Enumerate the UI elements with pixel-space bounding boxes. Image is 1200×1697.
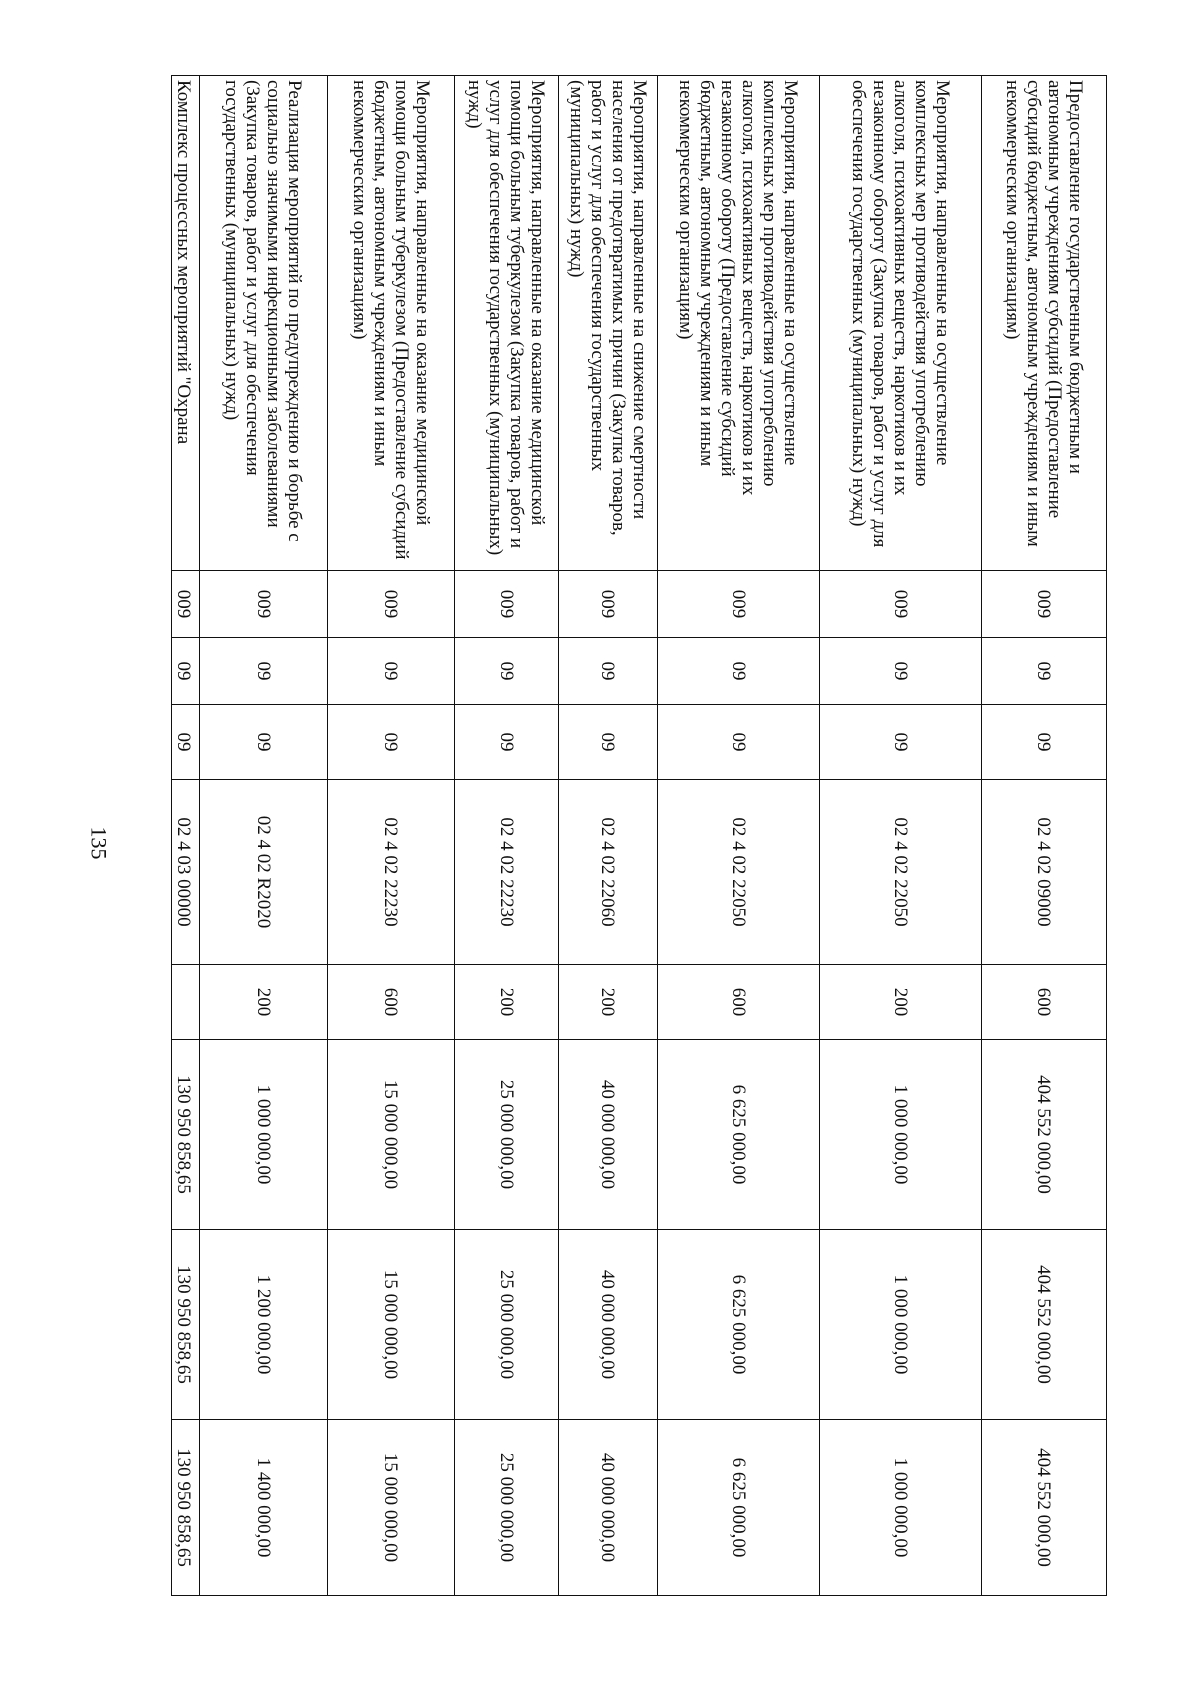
table-row <box>172 76 200 1596</box>
target-article-code: 02 4 02 22050 <box>657 780 819 965</box>
razdel-code: 09 <box>981 638 1106 705</box>
budget-table-container <box>171 75 1107 1595</box>
amount-year-2: 130 950 858,65 <box>172 1230 200 1420</box>
amount-year-2: 25 000 000,00 <box>454 1230 558 1420</box>
table-row <box>200 76 327 1596</box>
podrazdel-code: 09 <box>819 705 981 780</box>
table-row <box>657 76 819 1596</box>
amount-year-2: 1 200 000,00 <box>200 1230 327 1420</box>
target-article-code: 02 4 03 00000 <box>172 780 200 965</box>
table-row <box>819 76 981 1596</box>
amount-year-1: 404 552 000,00 <box>981 1040 1106 1230</box>
table-row <box>981 76 1106 1596</box>
page-number: 135 <box>86 826 112 860</box>
amount-year-2: 15 000 000,00 <box>327 1230 454 1420</box>
grbs-code: 009 <box>657 571 819 638</box>
row-description: Предоставление государственным бюджетным и автономным учреждениям субсидий (Предоставление субсидий бюджетным, автономным учреждениям и иным некоммерческим организациям) <box>981 76 1106 571</box>
target-article-code: 02 4 02 22050 <box>819 780 981 965</box>
grbs-code: 009 <box>558 571 657 638</box>
target-article-code: 02 4 02 09000 <box>981 780 1106 965</box>
row-description: Реализация мероприятий по предупреждению и борьбе с социально значимыми инфекционными заболеваниями (Закупка товаров, работ и услуг для обеспечения государственных (муниципальных) нужд) <box>200 76 327 571</box>
table-row <box>558 76 657 1596</box>
razdel-code: 09 <box>172 638 200 705</box>
amount-year-1: 1 000 000,00 <box>200 1040 327 1230</box>
amount-year-2: 1 000 000,00 <box>819 1230 981 1420</box>
grbs-code: 009 <box>981 571 1106 638</box>
amount-year-2: 6 625 000,00 <box>657 1230 819 1420</box>
amount-year-3: 404 552 000,00 <box>981 1420 1106 1596</box>
amount-year-3: 40 000 000,00 <box>558 1420 657 1596</box>
amount-year-1: 6 625 000,00 <box>657 1040 819 1230</box>
podrazdel-code: 09 <box>200 705 327 780</box>
target-article-code: 02 4 02 R2020 <box>200 780 327 965</box>
expense-type-code: 600 <box>657 965 819 1040</box>
row-description: Мероприятия, направленные на оказание медицинской помощи больным туберкулезом (Предоставление субсидий бюджетным, автономным учреждениям и иным некоммерческим организациям) <box>327 76 454 571</box>
amount-year-1: 130 950 858,65 <box>172 1040 200 1230</box>
podrazdel-code: 09 <box>657 705 819 780</box>
grbs-code: 009 <box>327 571 454 638</box>
podrazdel-code: 09 <box>981 705 1106 780</box>
row-description: Мероприятия, направленные на оказание медицинской помощи больным туберкулезом (Закупка товаров, работ и услуг для обеспечения государственных (муниципальных) нужд) <box>454 76 558 571</box>
razdel-code: 09 <box>200 638 327 705</box>
amount-year-3: 25 000 000,00 <box>454 1420 558 1596</box>
podrazdel-code: 09 <box>454 705 558 780</box>
target-article-code: 02 4 02 22230 <box>327 780 454 965</box>
amount-year-3: 15 000 000,00 <box>327 1420 454 1596</box>
row-description: Мероприятия, направленные на осуществление комплексных мер противодействия употреблению алкоголя, психоактивных веществ, наркотиков и их незаконному обороту (Закупка товаров, работ и услуг для обеспечения государственных (муниципальных) нужд) <box>819 76 981 571</box>
amount-year-3: 130 950 858,65 <box>172 1420 200 1596</box>
amount-year-1: 15 000 000,00 <box>327 1040 454 1230</box>
row-description: Мероприятия, направленные на снижение смертности населения от предотвратимых причин (Закупка товаров, работ и услуг для обеспечения государственных (муниципальных) нужд) <box>558 76 657 571</box>
razdel-code: 09 <box>558 638 657 705</box>
grbs-code: 009 <box>172 571 200 638</box>
amount-year-2: 404 552 000,00 <box>981 1230 1106 1420</box>
target-article-code: 02 4 02 22060 <box>558 780 657 965</box>
expense-type-code: 200 <box>819 965 981 1040</box>
razdel-code: 09 <box>657 638 819 705</box>
grbs-code: 009 <box>454 571 558 638</box>
razdel-code: 09 <box>454 638 558 705</box>
row-description: Мероприятия, направленные на осуществление комплексных мер противодействия употреблению алкоголя, психоактивных веществ, наркотиков и их незаконному обороту (Предоставление субсидий бюджетным, автономным учреждениям и иным некоммерческим организациям) <box>657 76 819 571</box>
razdel-code: 09 <box>327 638 454 705</box>
expense-type-code <box>172 965 200 1040</box>
expense-type-code: 200 <box>558 965 657 1040</box>
grbs-code: 009 <box>819 571 981 638</box>
amount-year-1: 1 000 000,00 <box>819 1040 981 1230</box>
amount-year-2: 40 000 000,00 <box>558 1230 657 1420</box>
podrazdel-code: 09 <box>327 705 454 780</box>
row-description: Комплекс процессных мероприятий "Охрана <box>172 76 200 571</box>
amount-year-1: 40 000 000,00 <box>558 1040 657 1230</box>
podrazdel-code: 09 <box>558 705 657 780</box>
expense-type-code: 600 <box>327 965 454 1040</box>
amount-year-3: 6 625 000,00 <box>657 1420 819 1596</box>
amount-year-3: 1 000 000,00 <box>819 1420 981 1596</box>
grbs-code: 009 <box>200 571 327 638</box>
budget-table <box>171 75 1107 1596</box>
table-row <box>454 76 558 1596</box>
expense-type-code: 600 <box>981 965 1106 1040</box>
target-article-code: 02 4 02 22230 <box>454 780 558 965</box>
podrazdel-code: 09 <box>172 705 200 780</box>
expense-type-code: 200 <box>200 965 327 1040</box>
expense-type-code: 200 <box>454 965 558 1040</box>
razdel-code: 09 <box>819 638 981 705</box>
amount-year-1: 25 000 000,00 <box>454 1040 558 1230</box>
table-row <box>327 76 454 1596</box>
amount-year-3: 1 400 000,00 <box>200 1420 327 1596</box>
